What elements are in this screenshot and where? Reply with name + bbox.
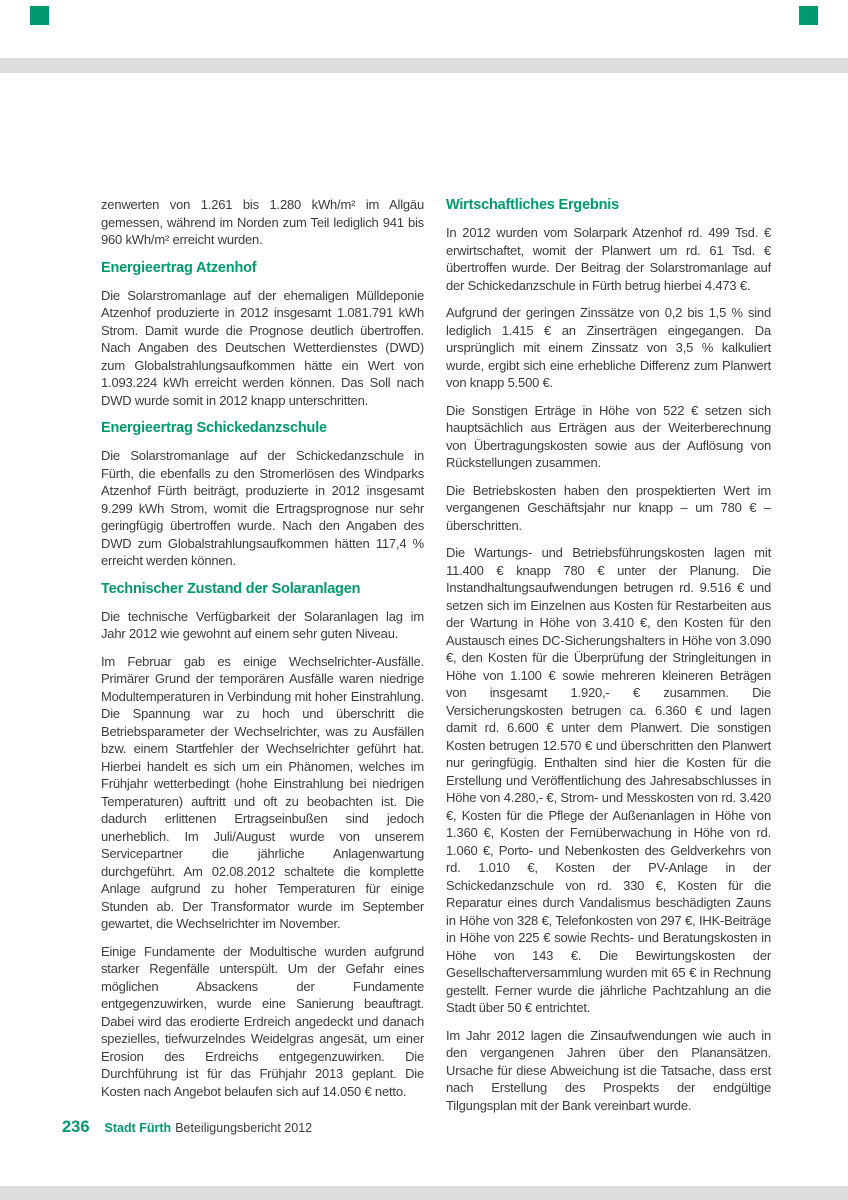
corner-mark-left [30, 6, 49, 25]
page-number: 236 [62, 1118, 90, 1136]
body-paragraph: Die technische Verfügbarkeit der Solaranlagen lag im Jahr 2012 wie gewohnt auf einem sehr guten Niveau. [101, 608, 424, 641]
page-footer [62, 1118, 312, 1137]
footer-brand: Stadt Fürth [104, 1121, 172, 1135]
body-paragraph: Die Solarstromanlage auf der Schickedanzschule in Fürth, die ebenfalls zu den Stromerlösen des Windparks Atzenhof Fürth beiträgt, produzierte in 2012 insgesamt 9.299 kWh Strom, womit die Ertragsprognose nur sehr geringfügig übertroffen wurde. Nach den Angaben des DWD zum Globalstrahlungsaufkommen hätten 117,4 % erreicht werden können. [101, 448, 424, 568]
section-heading: Technischer Zustand der Solaranlagen [101, 580, 361, 597]
body-paragraph: In 2012 wurden vom Solarpark Atzenhof rd. 499 Tsd. € erwirtschaftet, womit der Planwert um rd. 61 Tsd. € übertroffen wurde. Der Beitrag der Solarstromanlage auf der Schickedanzschule in Fürth betrug hierbei 4.473 €. [446, 225, 771, 293]
top-divider-bar [0, 58, 848, 73]
body-paragraph: Im Februar gab es einige Wechselrichter-Ausfälle. Primärer Grund der temporären Ausfälle waren niedrige Modultemperaturen in Verbindung mit hoher Einstrahlung. Die Spannung war zu hoch und überschritt die Betriebsparameter der Wechselrichter, was zu Ausfällen bzw. einem Startfehler der Wechselrichter geführt hat. Hierbei handelt es sich um ein Phänomen, welches im Frühjahr wetterbedingt (hohe Einstrahlung bei niedrigen Temperaturen) auftritt und oft zu beobachten ist. Die dadurch erlittenen Ertragseinbußen sind jedoch unerheblich. Im Juli/August wurde von unserem Servicepartner die jährliche Anlagenwartung durchgeführt. Am 02.08.2012 schaltete die komplette Anlage aufgrund zu hoher Temperaturen für einige Stunden ab. Der Transformator wurde im September gewartet, die Wechselrichter im November. [101, 653, 424, 931]
body-paragraph: Die Wartungs- und Betriebsführungskosten lagen mit 11.400 € knapp 780 € unter der Planung. Die Instandhaltungsaufwendungen betrugen rd. 9.516 € und setzen sich im Einzelnen aus Kosten für Restarbeiten aus der Wartung in Höhe von 3.410 €, den Kosten für den Austausch eines DC-Sicherungshalters in Höhe von 3.090 €, den Kosten für die Überprüfung der Stringleitungen in Höhe von 1.100 € sowie mehreren kleineren Beträgen von insgesamt 1.920,- € zusammen. Die Versicherungskosten betrugen ca. 6.360 € und lagen damit rd. 6.600 € unter dem Planwert. Die sonstigen Kosten betrugen 12.570 € und überschritten den Planwert nur geringfügig. Enthalten sind hier die Kosten für die Erstellung und Veröffentlichung des Jahresabschlusses in Höhe von 4.280,- €, Strom- und Messkosten von rd. 3.420 €, Kosten für die Pflege der Außenanlagen in Höhe von 1.360 €, Kosten der Fernüberwachung in Höhe von rd. 1.060 €, Porto- und Nebenkosten des Geldverkehrs von rd. 1.010 €, Kosten der PV-Anlage in der Schickedanzschule von rd. 330 €, Kosten für die Reparatur eines durch Vandalismus beschädigten Zauns in Höhe von 328 €, Telefonkosten von 297 €, IHK-Beiträge in Höhe von 225 € sowie Rechts- und Beratungskosten in Höhe von 143 €. Die Bewirtungskosten der Gesellschafterversammlung wurden mit 65 € in Rechnung gestellt. Ferner wurde die jährliche Pachtzahlung an die Stadt über 50 € entrichtet. [446, 545, 771, 1015]
section-heading: Energieertrag Atzenhof [101, 259, 257, 276]
body-paragraph: Einige Fundamente der Modultische wurden aufgrund starker Regenfälle unterspült. Um der Gefahr eines möglichen Absackens der Fundamente entgegenzuwirken, wurde eine Sanierung beauftragt. Dabei wird das erodierte Erdreich angedeckt und danach spezielles, tiefwurzelndes Weidelgras angesät, um einer Erosion des Erdreichs entgegenzuwirken. Die Durchführung ist für das Frühjahr 2013 geplant. Die Kosten nach Angebot belaufen sich auf 14.050 € netto. [101, 943, 424, 1099]
footer-report-title: Beteiligungsbericht 2012 [175, 1121, 313, 1135]
section-heading: Wirtschaftliches Ergebnis [446, 197, 619, 213]
body-paragraph: Die Betriebskosten haben den prospektierten Wert im vergangenen Geschäftsjahr nur knapp – um 780 € – überschritten. [446, 482, 771, 533]
section-heading: Energieertrag Schickedanzschule [101, 420, 327, 436]
corner-mark-right [799, 6, 818, 25]
body-paragraph: zenwerten von 1.261 bis 1.280 kWh/m² im Allgäu gemessen, während im Norden zum Teil lediglich 941 bis 960 kWh/m² erreicht wurden. [101, 197, 424, 247]
body-paragraph: Die Solarstromanlage auf der ehemaligen Mülldeponie Atzenhof produzierte in 2012 insgesamt 1.081.791 kWh Strom. Damit wurde die Prognose deutlich übertroffen. Nach Angaben des Deutschen Wetterdienstes (DWD) zum Globalstrahlungsaufkommen hätte ein Wert von 1.093.224 kWh erreicht werden können. Das Soll nach DWD wurde somit in 2012 knapp unterschritten. [101, 287, 424, 408]
body-paragraph: Aufgrund der geringen Zinssätze von 0,2 bis 1,5 % sind lediglich 1.415 € an Zinserträgen eingegangen. Da ursprünglich mit einem Zinssatz von 3,5 % kalkuliert wurde, ergibt sich eine erhebliche Differenz zum Planwert von knapp 5.500 €. [446, 305, 771, 390]
bottom-divider-bar [0, 1186, 848, 1200]
right-column [446, 196, 771, 1124]
body-paragraph: Die Sonstigen Erträge in Höhe von 522 € setzen sich hauptsächlich aus Erträgen aus der Weiterberechnung von Übertragungskosten sowie aus der Auflösung von Rückstellungen zusammen. [446, 402, 771, 470]
body-paragraph: Im Jahr 2012 lagen die Zinsaufwendungen wie auch in den vergangenen Jahren über den Planansätzen. Ursache für diese Abweichung ist die Tatsache, dass erst nach Erstellung des Prospekts der endgültige Tilgungsplan mit der Bank vereinbart wurde. [446, 1027, 771, 1113]
left-column [101, 196, 424, 1110]
